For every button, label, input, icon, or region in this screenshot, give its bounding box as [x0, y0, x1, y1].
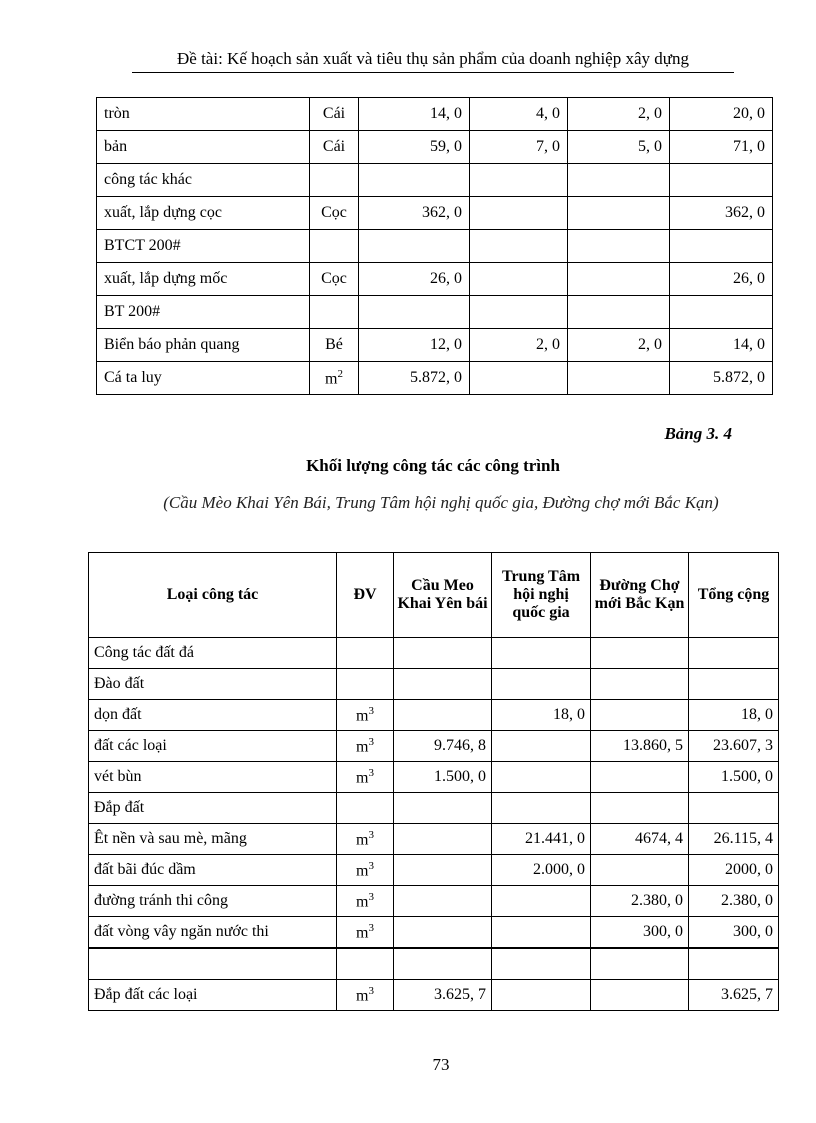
value-cell: [394, 886, 492, 917]
total-cell: 26.115, 4: [689, 824, 779, 855]
value-cell: [591, 855, 689, 886]
total-cell: [689, 793, 779, 824]
unit-cell: $m^2$: [310, 362, 359, 395]
value-cell: 12, 0: [359, 329, 470, 362]
value-cell: [470, 164, 568, 197]
value-cell: 300, 0: [591, 917, 689, 949]
work-type-cell: bản: [97, 131, 310, 164]
total-cell: [670, 164, 773, 197]
value-cell: 5, 0: [568, 131, 670, 164]
table-label: Bảng 3. 4: [664, 424, 732, 443]
table-subtitle: (Cầu Mèo Khai Yên Bái, Trung Tâm hội nghị quốc gia, Đường chợ mới Bắc Kạn): [163, 493, 719, 512]
table-row: [89, 762, 779, 793]
value-cell: [394, 948, 492, 980]
table-row: [89, 980, 779, 1011]
table-row: [97, 296, 773, 329]
value-cell: [568, 362, 670, 395]
table-row: [97, 197, 773, 230]
work-type-cell: Êt nền và sau mè, mãng: [89, 824, 337, 855]
header-cell: Tổng cộng: [689, 553, 779, 638]
table-continued: [96, 97, 773, 395]
table-row: [89, 948, 779, 980]
unit-cell: $m^3$: [337, 886, 394, 917]
value-cell: [470, 197, 568, 230]
value-cell: [591, 948, 689, 980]
unit-cell: [337, 638, 394, 669]
value-cell: 2, 0: [470, 329, 568, 362]
value-cell: 7, 0: [470, 131, 568, 164]
work-type-cell: tròn: [97, 98, 310, 131]
work-type-cell: Công tác đất đá: [89, 638, 337, 669]
unit-cell: [310, 230, 359, 263]
work-type-cell: BT 200#: [97, 296, 310, 329]
work-type-cell: xuất, lắp dựng mốc: [97, 263, 310, 296]
value-cell: [394, 700, 492, 731]
table-title: Khối lượng công tác các công trình: [306, 456, 560, 475]
page-header: Đề tài: Kế hoạch sản xuất và tiêu thụ sản phẩm của doanh nghiệp xây dựng: [132, 47, 734, 73]
unit-cell: [337, 948, 394, 980]
total-cell: 5.872, 0: [670, 362, 773, 395]
work-type-cell: vét bùn: [89, 762, 337, 793]
value-cell: 2.000, 0: [492, 855, 591, 886]
value-cell: 5.872, 0: [359, 362, 470, 395]
value-cell: [591, 638, 689, 669]
unit-cell: $m^3$: [337, 855, 394, 886]
value-cell: [591, 700, 689, 731]
table-row: [89, 700, 779, 731]
total-cell: 20, 0: [670, 98, 773, 131]
total-cell: [670, 296, 773, 329]
value-cell: [359, 296, 470, 329]
unit-cell: $m^3$: [337, 700, 394, 731]
value-cell: [394, 855, 492, 886]
value-cell: 26, 0: [359, 263, 470, 296]
value-cell: 4674, 4: [591, 824, 689, 855]
value-cell: [394, 638, 492, 669]
total-cell: [670, 230, 773, 263]
total-cell: [689, 669, 779, 700]
unit-cell: Cái: [310, 98, 359, 131]
total-cell: 362, 0: [670, 197, 773, 230]
value-cell: [394, 917, 492, 949]
total-cell: 26, 0: [670, 263, 773, 296]
value-cell: 362, 0: [359, 197, 470, 230]
value-cell: [470, 263, 568, 296]
value-cell: 1.500, 0: [394, 762, 492, 793]
total-cell: 1.500, 0: [689, 762, 779, 793]
work-type-cell: đất bãi đúc dầm: [89, 855, 337, 886]
work-type-cell: đất vòng vây ngăn nước thi: [89, 917, 337, 949]
unit-cell: Cọc: [310, 197, 359, 230]
value-cell: [492, 886, 591, 917]
value-cell: [568, 164, 670, 197]
table-row: [89, 638, 779, 669]
value-cell: [568, 263, 670, 296]
work-type-cell: BTCT 200#: [97, 230, 310, 263]
value-cell: [394, 793, 492, 824]
value-cell: [591, 980, 689, 1011]
value-cell: 9.746, 8: [394, 731, 492, 762]
work-type-cell: Biển báo phản quang: [97, 329, 310, 362]
unit-cell: Bé: [310, 329, 359, 362]
unit-cell: [337, 793, 394, 824]
value-cell: 59, 0: [359, 131, 470, 164]
value-cell: [591, 669, 689, 700]
value-cell: [568, 296, 670, 329]
value-cell: [492, 669, 591, 700]
value-cell: [492, 980, 591, 1011]
total-cell: 300, 0: [689, 917, 779, 949]
value-cell: [470, 230, 568, 263]
value-cell: [492, 793, 591, 824]
value-cell: 18, 0: [492, 700, 591, 731]
table-workload: [88, 552, 779, 1011]
header-cell: Đường Chợ mới Bắc Kạn: [591, 553, 689, 638]
value-cell: [359, 164, 470, 197]
value-cell: [470, 296, 568, 329]
value-cell: 13.860, 5: [591, 731, 689, 762]
value-cell: [394, 824, 492, 855]
unit-cell: $m^3$: [337, 731, 394, 762]
work-type-cell: đường tránh thi công: [89, 886, 337, 917]
work-type-cell: Cá ta luy: [97, 362, 310, 395]
unit-cell: $m^3$: [337, 824, 394, 855]
value-cell: [591, 793, 689, 824]
header-cell: Cầu Meo Khai Yên bái: [394, 553, 492, 638]
value-cell: [470, 362, 568, 395]
table-row: [89, 824, 779, 855]
total-cell: 23.607, 3: [689, 731, 779, 762]
header-cell: ĐV: [337, 553, 394, 638]
value-cell: 14, 0: [359, 98, 470, 131]
value-cell: [492, 762, 591, 793]
value-cell: 2, 0: [568, 98, 670, 131]
table-row: [97, 98, 773, 131]
value-cell: 4, 0: [470, 98, 568, 131]
unit-cell: [337, 669, 394, 700]
value-cell: [568, 230, 670, 263]
value-cell: 3.625, 7: [394, 980, 492, 1011]
work-type-cell: dọn đất: [89, 700, 337, 731]
table-row: [97, 131, 773, 164]
value-cell: [492, 731, 591, 762]
table-row: [89, 793, 779, 824]
work-type-cell: Đắp đất: [89, 793, 337, 824]
total-cell: 71, 0: [670, 131, 773, 164]
value-cell: 2, 0: [568, 329, 670, 362]
table-row: [89, 917, 779, 949]
total-cell: 18, 0: [689, 700, 779, 731]
value-cell: 21.441, 0: [492, 824, 591, 855]
header-cell: Loại công tác: [89, 553, 337, 638]
unit-cell: [310, 164, 359, 197]
work-type-cell: công tác khác: [97, 164, 310, 197]
table-row: [89, 855, 779, 886]
unit-cell: $m^3$: [337, 762, 394, 793]
page-number: 73: [432, 1055, 450, 1074]
value-cell: [492, 917, 591, 949]
work-type-cell: [89, 948, 337, 980]
table-row: [89, 886, 779, 917]
value-cell: [568, 197, 670, 230]
unit-cell: [310, 296, 359, 329]
total-cell: 2000, 0: [689, 855, 779, 886]
table-row: [89, 731, 779, 762]
total-cell: 2.380, 0: [689, 886, 779, 917]
value-cell: [394, 669, 492, 700]
value-cell: 2.380, 0: [591, 886, 689, 917]
table-row: [97, 362, 773, 395]
total-cell: [689, 638, 779, 669]
work-type-cell: đất các loại: [89, 731, 337, 762]
value-cell: [492, 638, 591, 669]
table-row: [97, 263, 773, 296]
value-cell: [492, 948, 591, 980]
table-header-row: [89, 553, 779, 638]
table-row: [97, 329, 773, 362]
unit-cell: Cái: [310, 131, 359, 164]
unit-cell: $m^3$: [337, 980, 394, 1011]
value-cell: [591, 762, 689, 793]
header-cell: Trung Tâm hội nghị quốc gia: [492, 553, 591, 638]
total-cell: [689, 948, 779, 980]
work-type-cell: xuất, lắp dựng cọc: [97, 197, 310, 230]
value-cell: [359, 230, 470, 263]
table-row: [97, 230, 773, 263]
unit-cell: $m^3$: [337, 917, 394, 949]
total-cell: 3.625, 7: [689, 980, 779, 1011]
work-type-cell: Đào đất: [89, 669, 337, 700]
unit-cell: Cọc: [310, 263, 359, 296]
table-row: [89, 669, 779, 700]
table-row: [97, 164, 773, 197]
total-cell: 14, 0: [670, 329, 773, 362]
work-type-cell: Đắp đất các loại: [89, 980, 337, 1011]
